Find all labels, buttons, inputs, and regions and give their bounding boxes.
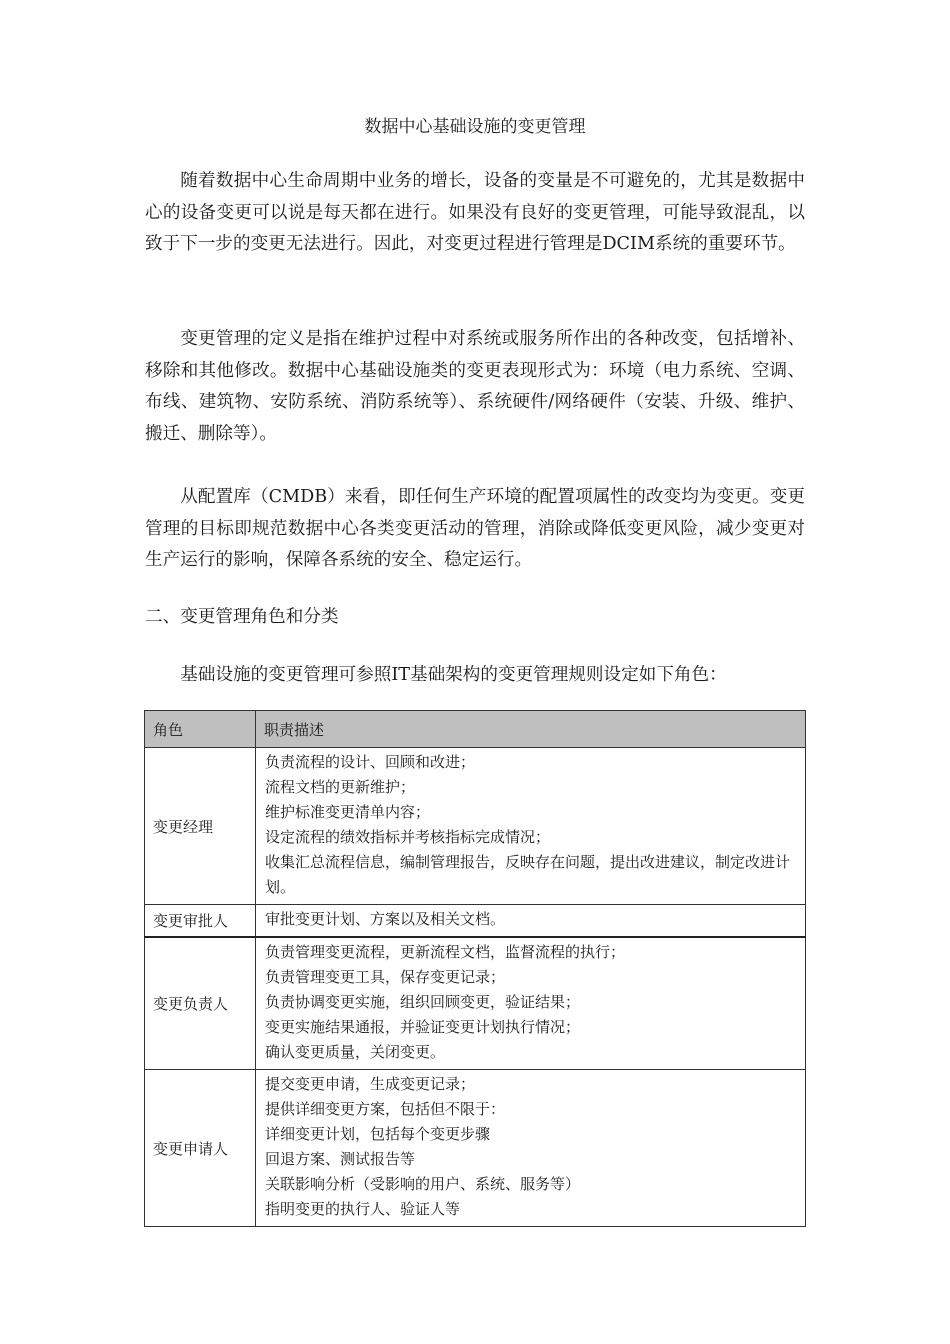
table-row-change-manager <box>145 748 806 905</box>
paragraph-growth: 随着数据中心生命周期中业务的增长，设备的变量是不可避免的，尤其是数据中心的设备变更可以说是每天都在进行。如果没有良好的变更管理，可能导致混乱，以致于下一步的变更无法进行。因此，对变更过程进行管理是DCIM系统的重要环节。 <box>145 171 805 254</box>
duty-line: 详细变更计划，包括每个变更步骤 <box>265 1125 491 1143</box>
table-intro: 基础设施的变更管理可参照IT基础架构的变更管理规则设定如下角色： <box>180 665 727 685</box>
document-title: 数据中心基础设施的变更管理 <box>364 117 586 137</box>
header-duty: 职责描述 <box>256 711 806 748</box>
table-row-change-requester <box>145 1070 806 1227</box>
table-row-change-approver <box>145 905 806 938</box>
table-row-change-owner <box>145 937 806 1070</box>
duty-line: 负责管理变更工具，保存变更记录； <box>265 968 506 986</box>
header-role: 角色 <box>145 711 256 748</box>
table-header-row <box>145 711 806 748</box>
duty-line: 收集汇总流程信息，编制管理报告，反映存在问题，提出改进建议，制定改进计划。 <box>265 853 791 896</box>
duty-line: 审批变更计划、方案以及相关文档。 <box>265 910 506 928</box>
duty-cell <box>256 937 806 1070</box>
duty-line: 维护标准变更清单内容； <box>265 803 431 821</box>
duty-line: 流程文档的更新维护； <box>265 778 416 796</box>
duty-line: 提供详细变更方案，包括但不限于： <box>265 1100 506 1118</box>
duty-cell <box>256 905 806 938</box>
duty-line: 提交变更申请，生成变更记录； <box>265 1075 476 1093</box>
duty-cell <box>256 748 806 905</box>
duty-line: 回退方案、测试报告等 <box>265 1150 416 1168</box>
duty-line: 确认变更质量，关闭变更。 <box>265 1043 446 1061</box>
duty-line: 负责管理变更流程，更新流程文档，监督流程的执行； <box>265 943 626 961</box>
section-heading: 二、变更管理角色和分类 <box>145 607 339 627</box>
role-cell: 变更申请人 <box>145 1070 256 1227</box>
duty-line: 设定流程的绩效指标并考核指标完成情况； <box>265 828 551 846</box>
paragraph-cmdb: 从配置库（CMDB）来看，即任何生产环境的配置项属性的改变均为变更。变更管理的目标即规范数据中心各类变更活动的管理，消除或降低变更风险，减少变更对生产运行的影响，保障各系统的安全、稳定运行。 <box>145 487 805 570</box>
role-cell: 变更经理 <box>145 748 256 905</box>
roles-table <box>144 710 806 1227</box>
paragraph-definition: 变更管理的定义是指在维护过程中对系统或服务所作出的各种改变，包括增补、移除和其他修改。数据中心基础设施类的变更表现形式为：环境（电力系统、空调、布线、建筑物、安防系统、消防系统等）、系统硬件/网络硬件（安装、升级、维护、搬迁、删除等）。 <box>145 329 805 444</box>
duty-line: 指明变更的执行人、验证人等 <box>265 1200 461 1218</box>
duty-line: 负责流程的设计、回顾和改进； <box>265 753 476 771</box>
duty-line: 变更实施结果通报，并验证变更计划执行情况； <box>265 1018 581 1036</box>
duty-cell <box>256 1070 806 1227</box>
role-cell: 变更审批人 <box>145 905 256 938</box>
duty-line: 负责协调变更实施，组织回顾变更，验证结果； <box>265 993 581 1011</box>
duty-line: 关联影响分析（受影响的用户、系统、服务等） <box>265 1175 581 1193</box>
role-cell: 变更负责人 <box>145 937 256 1070</box>
